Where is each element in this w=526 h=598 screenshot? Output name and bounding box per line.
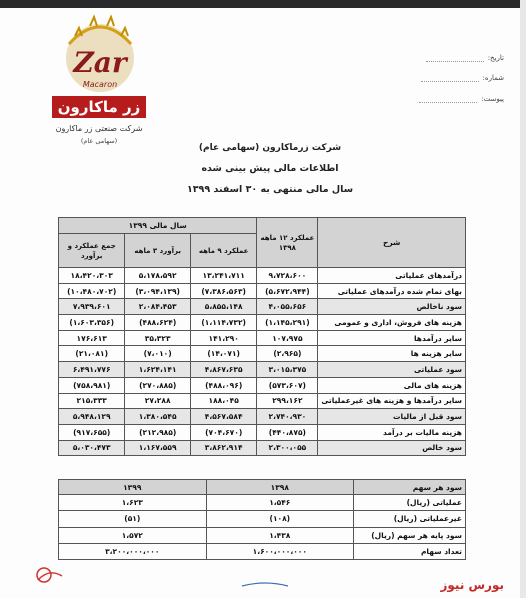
cell-three-month: (۲۱۲،۹۸۵) <box>125 424 190 440</box>
table-row <box>59 315 466 331</box>
doc-heading-period: سال مالی منتهی به ۳۰ اسفند ۱۳۹۹ <box>186 184 354 195</box>
cell-three-month: ۲،۰۸۴،۴۵۳ <box>125 299 190 315</box>
col-desc: شرح <box>318 218 466 268</box>
company-name: شرکت صنعتی زر ماکارون <box>55 124 143 133</box>
table-row <box>59 440 466 456</box>
eps-1399: ۱،۵۷۲ <box>59 527 207 543</box>
scan-right-edge <box>520 0 526 598</box>
wheat-crown-logo <box>55 14 145 94</box>
cell-actual-1398: ۲،۷۴۰،۹۳۰ <box>257 409 318 425</box>
cell-total: (۷۵۸،۹۸۱) <box>59 377 125 393</box>
cell-nine-month: ۴،۵۶۷،۵۸۴ <box>190 409 257 425</box>
row-label: درآمدهای عملیاتی <box>318 268 466 284</box>
eps-1398: ۱،۵۴۶ <box>206 495 354 511</box>
eps-label: غیرعملیاتی (ریال) <box>354 511 466 527</box>
row-label: هزینه های مالی <box>318 377 466 393</box>
news-watermark: بورس نیوز <box>440 578 504 592</box>
eps-1399: (۵۱) <box>59 511 207 527</box>
cell-total: (۱،۶۰۳،۳۵۶) <box>59 315 125 331</box>
cell-three-month: (۳،۰۹۴،۱۳۹) <box>125 283 190 299</box>
brand-banner: زر ماکارون <box>52 96 146 118</box>
blue-seal-icon <box>240 580 290 588</box>
table-row <box>59 330 466 346</box>
eps-col-1399: ۱۳۹۹ <box>59 480 207 495</box>
cell-nine-month: ۱۸۸،۰۴۵ <box>190 393 257 409</box>
cell-actual-1398: (۵،۶۷۲،۹۴۴) <box>257 283 318 299</box>
eps-1398: ۱،۶۰۰،۰۰۰،۰۰۰ <box>206 543 354 559</box>
cell-actual-1398: ۲،۳۰۰،۰۵۵ <box>257 440 318 456</box>
red-stamp-icon <box>34 566 64 584</box>
cell-total: (۹۱۷،۶۵۵) <box>59 424 125 440</box>
attachment-field: پیوست: <box>419 95 504 103</box>
eps-col-desc: سود هر سهم <box>354 480 466 495</box>
cell-three-month: ۳۵،۳۲۳ <box>125 330 190 346</box>
eps-label: تعداد سهام <box>354 543 466 559</box>
col-total: جمع عملکرد و برآورد <box>59 234 125 268</box>
eps-row <box>59 495 466 511</box>
svg-text:Macaron: Macaron <box>82 80 118 89</box>
cell-actual-1398: ۲۹۹،۱۶۲ <box>257 393 318 409</box>
row-label: سود عملیاتی <box>318 362 466 378</box>
cell-total: ۵،۹۴۸،۱۲۹ <box>59 409 125 425</box>
row-label: بهای تمام شده درآمدهای عملیاتی <box>318 283 466 299</box>
table-row <box>59 424 466 440</box>
cell-nine-month: ۳،۸۶۲،۹۱۴ <box>190 440 257 456</box>
cell-total: ۱۸،۴۲۰،۳۰۳ <box>59 268 125 284</box>
col-three-month: برآورد ۳ ماهه <box>125 234 190 268</box>
date-field: تاریخ: <box>426 54 504 62</box>
cell-actual-1398: (۵۷۳،۶۰۷) <box>257 377 318 393</box>
doc-heading-title: اطلاعات مالی پیش بینی شده <box>201 163 339 174</box>
company-type: (سهامی عام) <box>80 137 118 145</box>
cell-total: ۱۷۶،۶۱۳ <box>59 330 125 346</box>
cell-three-month: ۱،۱۶۷،۵۵۹ <box>125 440 190 456</box>
cell-three-month: (۷،۰۱۰) <box>125 346 190 362</box>
cell-nine-month: (۴۸۸،۰۹۶) <box>190 377 257 393</box>
row-label: سایر درآمدها و هزینه های غیرعملیاتی <box>318 393 466 409</box>
cell-nine-month: ۴،۸۶۷،۶۳۵ <box>190 362 257 378</box>
row-label: سایر درآمدها <box>318 330 466 346</box>
cell-nine-month: (۷،۳۸۶،۵۶۳) <box>190 283 257 299</box>
eps-1399: ۳،۲۰۰،۰۰۰،۰۰۰ <box>59 543 207 559</box>
cell-total: (۱۰،۴۸۰،۷۰۲) <box>59 283 125 299</box>
col-fiscal-1399: سال مالی ۱۳۹۹ <box>59 218 257 234</box>
cell-nine-month: ۱۳،۲۴۱،۷۱۱ <box>190 268 257 284</box>
svg-text:Zar: Zar <box>73 46 127 79</box>
cell-total: ۶،۴۹۱،۷۷۶ <box>59 362 125 378</box>
table-row <box>59 268 466 284</box>
table-row <box>59 283 466 299</box>
number-field: شماره: <box>421 74 504 82</box>
col-actual-1398: عملکرد ۱۲ ماهه ۱۳۹۸ <box>257 218 318 268</box>
eps-row <box>59 527 466 543</box>
forecast-table <box>58 217 466 456</box>
cell-three-month: (۲۷۰،۸۸۵) <box>125 377 190 393</box>
cell-three-month: ۱،۶۲۴،۱۴۱ <box>125 362 190 378</box>
cell-actual-1398: (۴۴۰،۸۷۵) <box>257 424 318 440</box>
table-row <box>59 362 466 378</box>
cell-total: ۲۱۵،۳۳۳ <box>59 393 125 409</box>
table-row <box>59 377 466 393</box>
row-label: سود خالص <box>318 440 466 456</box>
table-row <box>59 393 466 409</box>
cell-total: ۷،۹۳۹،۶۰۱ <box>59 299 125 315</box>
eps-label: سود پایه هر سهم (ریال) <box>354 527 466 543</box>
cell-three-month: ۱،۳۸۰،۵۴۵ <box>125 409 190 425</box>
eps-row <box>59 511 466 527</box>
cell-actual-1398: (۲،۹۶۵) <box>257 346 318 362</box>
eps-1399: ۱،۶۲۳ <box>59 495 207 511</box>
eps-table <box>58 479 466 560</box>
cell-three-month: (۴۸۸،۶۲۴) <box>125 315 190 331</box>
table-row <box>59 409 466 425</box>
cell-nine-month: (۱،۱۱۴،۷۳۲) <box>190 315 257 331</box>
table-row <box>59 346 466 362</box>
cell-actual-1398: (۱،۱۴۵،۲۹۱) <box>257 315 318 331</box>
eps-1398: (۱۰۸) <box>206 511 354 527</box>
cell-total: ۵،۰۳۰،۴۷۳ <box>59 440 125 456</box>
cell-actual-1398: ۹،۷۲۸،۶۰۰ <box>257 268 318 284</box>
cell-three-month: ۲۷،۲۸۸ <box>125 393 190 409</box>
row-label: سایر هزینه ها <box>318 346 466 362</box>
row-label: سود ناخالص <box>318 299 466 315</box>
cell-total: (۲۱،۰۸۱) <box>59 346 125 362</box>
col-nine-month: عملکرد ۹ ماهه <box>190 234 257 268</box>
row-label: هزینه های فروش، اداری و عمومی <box>318 315 466 331</box>
cell-nine-month: (۷۰۴،۶۷۰) <box>190 424 257 440</box>
cell-nine-month: (۱۴،۰۷۱) <box>190 346 257 362</box>
cell-nine-month: ۵،۸۵۵،۱۴۸ <box>190 299 257 315</box>
table-row <box>59 299 466 315</box>
eps-row <box>59 543 466 559</box>
cell-three-month: ۵،۱۷۸،۵۹۲ <box>125 268 190 284</box>
row-label: سود قبل از مالیات <box>318 409 466 425</box>
eps-label: عملیاتی (ریال) <box>354 495 466 511</box>
row-label: هزینه مالیات بر درآمد <box>318 424 466 440</box>
eps-col-1398: ۱۳۹۸ <box>206 480 354 495</box>
doc-heading-company: شرکت زرماکارون (سهامی عام) <box>198 143 342 153</box>
cell-actual-1398: ۱۰۷،۹۷۵ <box>257 330 318 346</box>
cell-actual-1398: ۳،۰۱۵،۳۷۵ <box>257 362 318 378</box>
cell-nine-month: ۱۴۱،۲۹۰ <box>190 330 257 346</box>
scan-top-edge <box>0 0 526 8</box>
eps-1398: ۱،۴۳۸ <box>206 527 354 543</box>
cell-actual-1398: ۴،۰۵۵،۶۵۶ <box>257 299 318 315</box>
